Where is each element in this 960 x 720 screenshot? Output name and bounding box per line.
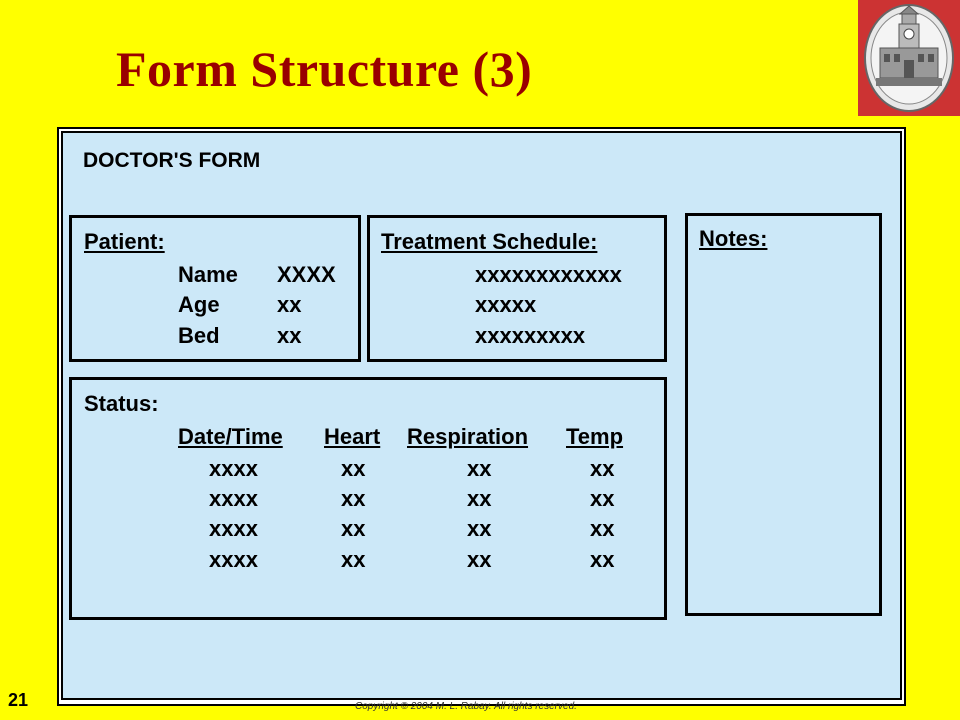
treatment-line: xxxxx (475, 292, 537, 317)
status-cell: xx (467, 456, 492, 481)
slide-title: Form Structure (3) (116, 41, 533, 97)
status-cell: xx (341, 486, 366, 511)
status-cell: xxxx (209, 547, 258, 572)
status-cell: xxxx (209, 486, 258, 511)
status-column-header: Heart (324, 424, 381, 449)
status-box (69, 377, 667, 620)
clock-tower-seal-icon (862, 2, 956, 114)
patient-name-label: Name (178, 262, 238, 287)
status-cell: xx (467, 486, 492, 511)
status-cell: xx (467, 516, 492, 541)
treatment-line: xxxxxxxxx (475, 323, 586, 348)
patient-age-value: xx (277, 292, 302, 317)
status-cell: xxxx (209, 516, 258, 541)
status-heading: Status: (84, 391, 159, 416)
status-cell: xx (467, 547, 492, 572)
notes-box (685, 213, 882, 616)
status-column-header: Date/Time (178, 424, 283, 449)
slide-number: 21 (8, 690, 29, 710)
status-column-header: Respiration (407, 424, 529, 449)
status-cell: xx (590, 486, 615, 511)
status-cell: xxxx (209, 456, 258, 481)
logo (858, 0, 960, 116)
form-title: DOCTOR'S FORM (83, 149, 261, 172)
patient-bed-label: Bed (178, 323, 220, 348)
treatment-heading: Treatment Schedule: (381, 229, 598, 254)
patient-age-label: Age (178, 292, 220, 317)
treatment-line: xxxxxxxxxxxx (475, 262, 622, 287)
status-cell: xx (590, 456, 615, 481)
patient-name-value: XXXX (277, 262, 336, 287)
copyright-notice: Copyright © 2004 M. L. Rabay. All rights reserved. (355, 701, 577, 712)
status-cell: xx (341, 456, 366, 481)
status-column-header: Temp (566, 424, 624, 449)
status-cell: xx (341, 516, 366, 541)
patient-heading: Patient: (84, 229, 165, 254)
notes-heading: Notes: (699, 226, 768, 251)
status-cell: xx (590, 516, 615, 541)
status-cell: xx (341, 547, 366, 572)
patient-bed-value: xx (277, 323, 302, 348)
status-cell: xx (590, 547, 615, 572)
